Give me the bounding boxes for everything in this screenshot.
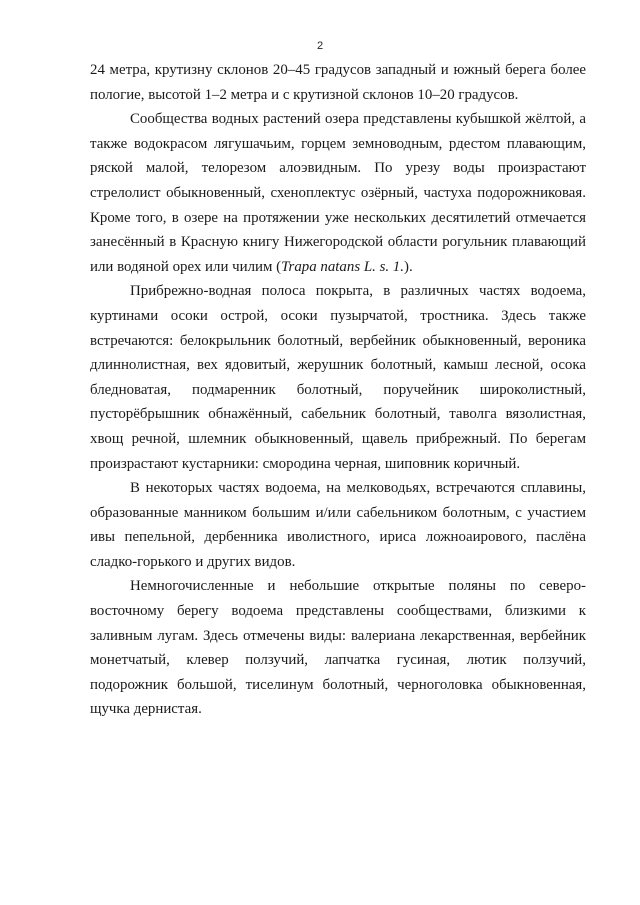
paragraph-aquatic-plants-text: Сообщества водных растений озера представлены кубышкой жёлтой, а также водокрасом лягушачьим, горцем земноводным, рдестом плавающим, ряской малой, телорезом алоэвидным. По урезу воды произрастают стрелолист обыкновенный, схеноплектус озёрный, частуха подорожниковая. Кроме того, в озере на протяжении уже нескольких десятилетий отмечается занесённый в Красную книгу Нижегородской области рогульник плавающий или водяной орех или чилим (: [90, 111, 586, 275]
latin-species-name: Trapa natans L. s. 1.: [281, 258, 404, 275]
page-number: 2: [316, 40, 324, 52]
paragraph-aquatic-plants-end: ).: [403, 258, 413, 275]
document-body: [90, 58, 586, 722]
paragraph-lake-slopes: 24 метра, крутизну склонов 20–45 градусов западный и южный берега более пологие, высотой 1–2 метра и с крутизной склонов 10–20 градусов.: [90, 62, 586, 103]
paragraph-floating-mats: В некоторых частях водоема, на мелководьях, встречаются сплавины, образованные манником большим и/или сабельником болотным, с участием ивы пепельной, дербенника иволистного, ириса ложноаирового, паслёна сладко-горького и других видов.: [90, 480, 586, 570]
paragraph-coastal-strip: Прибрежно-водная полоса покрыта, в различных частях водоема, куртинами осоки острой, осоки пузырчатой, тростника. Здесь также встречаются: белокрыльник болотный, вербейник обыкновенный, вероника длиннолистная, вех ядовитый, жерушник болотный, камыш лесной, осока бледноватая, подмаренник болотный, поручейник широколистный, пусторёбрышник обнажённый, сабельник болотный, таволга вязолистная, хвощ речной, шлемник обыкновенный, щавель прибрежный. По берегам произрастают кустарники: смородина черная, шиповник коричный.: [90, 283, 586, 472]
paragraph-meadows: Немногочисленные и небольшие открытые поляны по северо-восточному берегу водоема представлены сообществами, близкими к заливным лугам. Здесь отмечены виды: валериана лекарственная, вербейник монетчатый, клевер ползучий, лапчатка гусиная, лютик ползучий, подорожник большой, тиселинум болотный, черноголовка обыкновенная, щучка дернистая.: [90, 578, 586, 718]
paragraph-aquatic-plants: [90, 107, 586, 279]
